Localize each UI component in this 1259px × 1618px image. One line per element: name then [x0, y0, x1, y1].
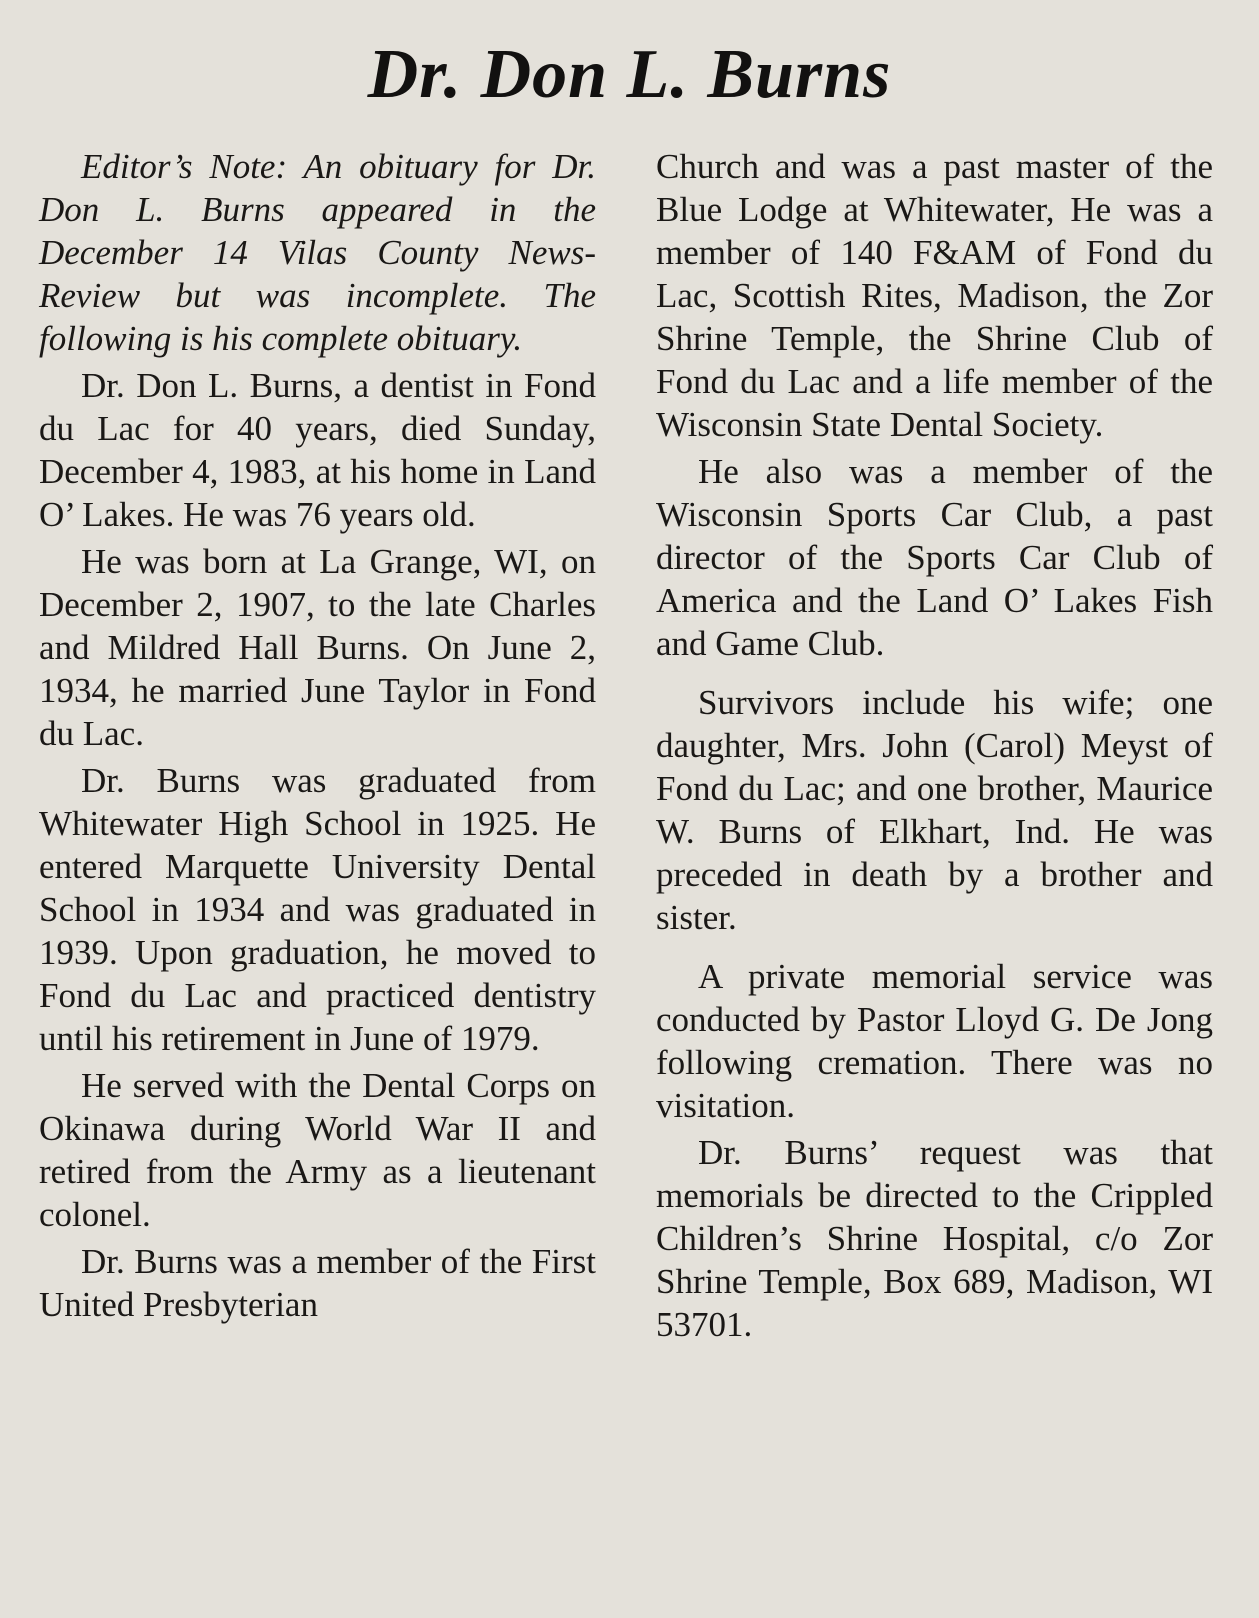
memorial-service-paragraph: A private memorial service was conducted by Pastor Lloyd G. De Jong following cremation. There was no visitation. — [656, 957, 1213, 1125]
education-career-paragraph: Dr. Burns was graduated from Whitewater High School in 1925. He entered Marquette University Dental School in 1934 and was graduated in 1939. Upon graduation, he moved to Fond du Lac and practiced dentistry until his retirement in June of 1979. — [39, 761, 596, 1058]
memberships-paragraph-continued: Church and was a past master of the Blue Lodge at Whitewater, He was a member of 140 F&AM of Fond du Lac, Scottish Rites, Madison, the Zor Shrine Temple, the Shrine Club of Fond du Lac and a life member of the Wisconsin State Dental Society. — [656, 147, 1213, 444]
death-notice-paragraph: Dr. Don L. Burns, a dentist in Fond du Lac for 40 years, died Sunday, December 4, 1983, at his home in Land O’ Lakes. He was 76 years old. — [39, 366, 596, 534]
obituary-headline: Dr. Don L. Burns — [367, 36, 892, 113]
left-column — [39, 145, 596, 1326]
right-column — [656, 145, 1213, 1346]
memberships-paragraph-start: Dr. Burns was a member of the First United Presbyterian — [39, 1242, 596, 1324]
memorials-request-paragraph: Dr. Burns’ request was that memorials be directed to the Crippled Children’s Shrine Hospital, c/o Zor Shrine Temple, Box 689, Madison, WI 53701. — [656, 1133, 1213, 1344]
survivors-paragraph: Survivors include his wife; one daughter, Mrs. John (Carol) Meyst of Fond du Lac; and one brother, Maurice W. Burns of Elkhart, Ind. He was preceded in death by a brother and sister. — [656, 683, 1213, 937]
editors-note-paragraph: Editor’s Note: An obituary for Dr. Don L. Burns appeared in the December 14 Vilas County News-Review but was incomplete. The following is his complete obituary. — [39, 147, 596, 358]
military-service-paragraph: He served with the Dental Corps on Okinawa during World War II and retired from the Army as a lieutenant colonel. — [39, 1066, 596, 1234]
birth-marriage-paragraph: He was born at La Grange, WI, on December 2, 1907, to the late Charles and Mildred Hall Burns. On June 2, 1934, he married June Taylor in Fond du Lac. — [39, 542, 596, 753]
clubs-paragraph: He also was a member of the Wisconsin Sports Car Club, a past director of the Sports Car Club of America and the Land O’ Lakes Fish and Game Club. — [656, 452, 1213, 663]
